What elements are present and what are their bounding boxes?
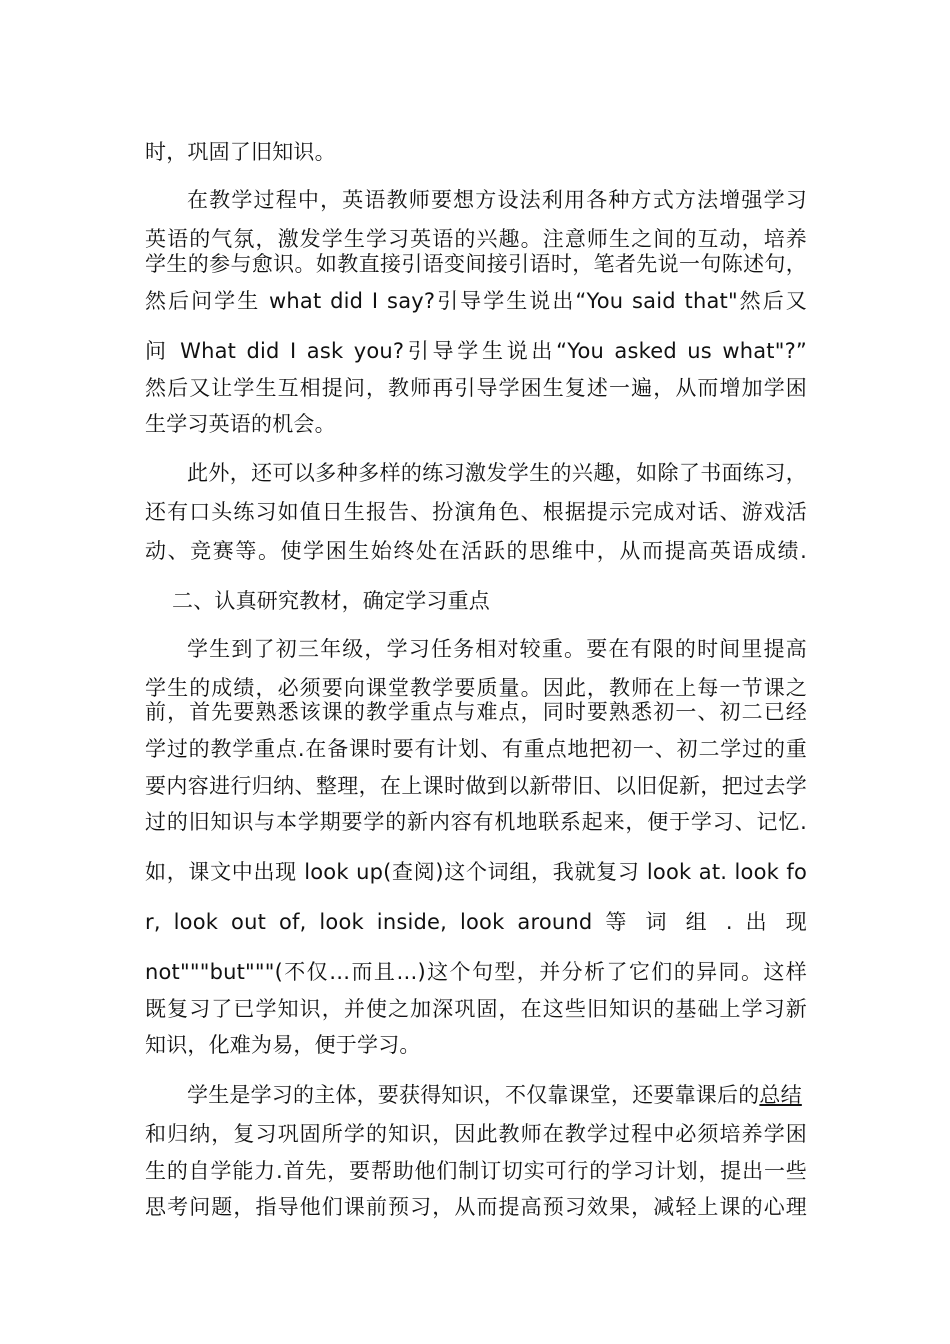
text-line: 过的旧知识与本学期要学的新内容有机地联系起来，便于学习、记忆. bbox=[145, 810, 807, 834]
text-line: 生的自学能力.首先，要帮助他们制订切实可行的学习计划，提出一些 bbox=[145, 1159, 807, 1183]
paragraph-start-line: 学生到了初三年级，学习任务相对较重。要在有限的时间里提高 bbox=[187, 637, 807, 661]
text-line: r, look out of, look inside, look around 等 词 组 . 出 现 bbox=[145, 910, 807, 934]
text-line: 问 What did I ask you?引导学生说出“You asked us what"?” bbox=[145, 339, 807, 363]
section-heading: 二、认真研究教材，确定学习重点 bbox=[172, 589, 490, 613]
text-line: 然后又让学生互相提问，教师再引导学困生复述一遍，从而增加学困 bbox=[145, 376, 807, 400]
text-line: 学过的教学重点.在备课时要有计划、有重点地把初一、初二学过的重 bbox=[145, 737, 807, 761]
text-line: 动、竞赛等。使学困生始终处在活跃的思维中，从而提高英语成绩. bbox=[145, 539, 807, 563]
text-line: 要内容进行归纳、整理，在上课时做到以新带旧、以旧促新，把过去学 bbox=[145, 774, 807, 798]
text-line: 还有口头练习如值日生报告、扮演角色、根据提示完成对话、游戏活 bbox=[145, 500, 807, 524]
paragraph-start-line: 在教学过程中，英语教师要想方设法利用各种方式方法增强学习 bbox=[187, 188, 807, 212]
text-line: 英语的气氛，激发学生学习英语的兴趣。注意师生之间的互动，培养 bbox=[145, 227, 807, 251]
text-line: 生学习英语的机会。 bbox=[145, 412, 336, 436]
text-line: 时，巩固了旧知识。 bbox=[145, 140, 336, 164]
summary-link[interactable]: 总结 bbox=[759, 1083, 802, 1107]
text-span: 学生是学习的主体，要获得知识，不仅靠课堂，还要靠课后的 bbox=[187, 1083, 760, 1107]
text-line: 和归纳，复习巩固所学的知识，因此教师在教学过程中必须培养学困 bbox=[145, 1122, 807, 1146]
text-line: 思考问题，指导他们课前预习，从而提高预习效果，减轻上课的心理 bbox=[145, 1195, 807, 1219]
text-line: 如，课文中出现 look up(查阅)这个词组，我就复习 look at. look fo bbox=[145, 860, 807, 884]
text-line: 学生的参与愈识。如教直接引语变间接引语时，笔者先说一句陈述句， bbox=[145, 252, 807, 276]
text-line: 前，首先要熟悉该课的教学重点与难点，同时要熟悉初一、初二已经 bbox=[145, 700, 807, 724]
text-line: 既复习了已学知识，并使之加深巩固，在这些旧知识的基础上学习新 bbox=[145, 997, 807, 1021]
text-line: not"""but"""(不仅…而且…)这个句型，并分析了它们的异同。这样 bbox=[145, 960, 807, 984]
text-line: 学生的成绩，必须要向课堂教学要质量。因此，教师在上每一节课之 bbox=[145, 676, 807, 700]
paragraph-start-line: 此外，还可以多种多样的练习激发学生的兴趣，如除了书面练习， bbox=[187, 461, 807, 485]
paragraph-start-line bbox=[187, 1081, 807, 1109]
text-line: 然后问学生 what did I say?引导学生说出“You said that"然后又 bbox=[145, 289, 807, 313]
text-line: 知识，化难为易，便于学习。 bbox=[145, 1033, 421, 1057]
